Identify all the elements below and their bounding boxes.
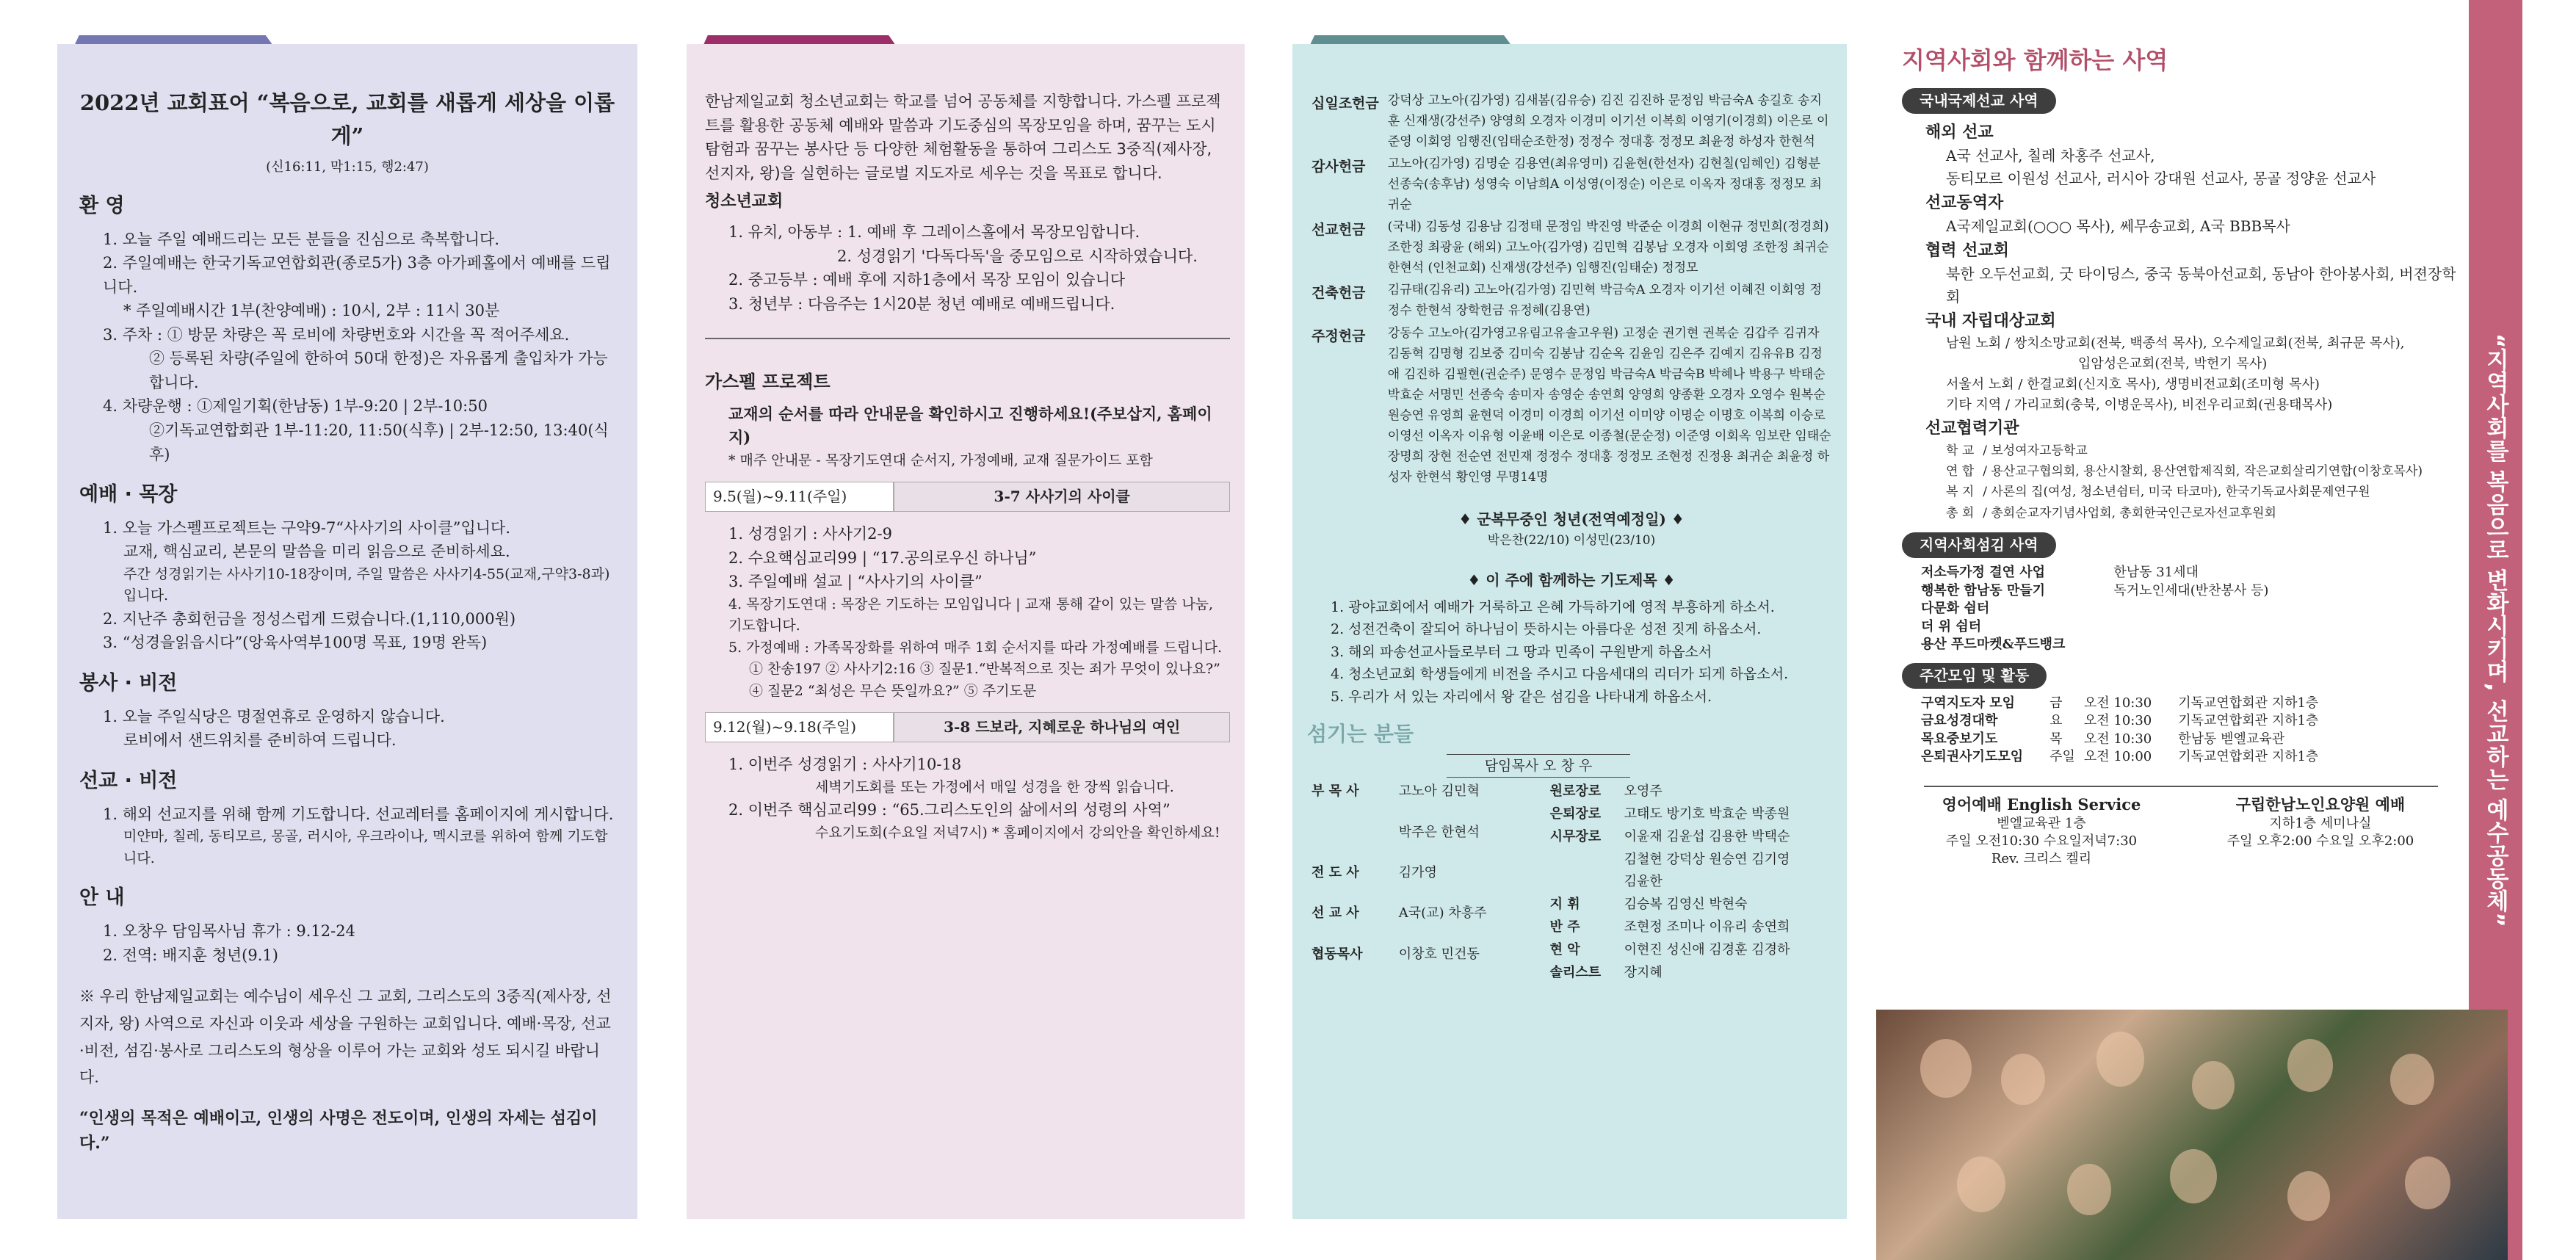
staff-role: 현 악: [1549, 941, 1580, 957]
meeting-day: 목: [2049, 731, 2063, 747]
domestic-item: 서울서 노회 / 한결교회(신지호 목사), 생명비전교회(조미형 목사): [1946, 376, 2320, 392]
notice-item: 2. 전역: 배지훈 청년(9.1): [103, 946, 278, 964]
staff-role: 시무장로: [1549, 828, 1602, 844]
table-row: [1307, 781, 1535, 821]
local-detail: [2109, 636, 2273, 654]
nursing-home-info: 주일 오후2:00 수요일 오후2:00: [2226, 833, 2414, 850]
inst-type: 복 지: [1946, 485, 1975, 500]
welcome-item: 1. 오늘 주일 예배드리는 모든 분들을 진심으로 축복합니다.: [103, 230, 500, 248]
inst-type: 총 회: [1946, 505, 1975, 521]
staff-names: 김승복 김영신 박현숙: [1624, 897, 1748, 913]
prayer-heading: ♦ 이 주에 함께하는 기도제목 ♦: [1467, 571, 1676, 590]
staff-role: 협동목사: [1311, 946, 1363, 962]
table-row: [1917, 712, 2323, 731]
welcome-item: 4. 차량운행 : ①제일기획(한남동) 1부-9:20 | 2부-10:50: [103, 397, 488, 416]
coop-heading: 협력 선교회: [1925, 240, 2009, 260]
local-ministry: 다문화 쉼터: [1921, 601, 1990, 616]
church-news-panel: [57, 44, 637, 1219]
mission-item: 미얀마, 칠레, 동티모르, 몽골, 러시아, 우크라이나, 멕시코를 위하여 함께 기도합니다.: [123, 828, 608, 866]
table-row: [1307, 944, 1535, 984]
pill-mission: 국내국제선교 사역: [1902, 88, 2056, 114]
table-row: [1917, 600, 2273, 618]
offering-type: 주정헌금: [1311, 327, 1366, 344]
nursing-home-info: 지하1층 세미나실: [2269, 815, 2372, 831]
offering-type: 십일조헌금: [1311, 95, 1379, 112]
worship-item: 교재, 핵심교리, 본문의 말씀을 미리 읽음으로 준비하세요.: [123, 543, 510, 561]
week1-date: 9.5(월)~9.11(주일): [705, 482, 894, 512]
staff-role: 원로장로: [1549, 783, 1602, 800]
inst-heading: 선교협력기관: [1925, 418, 2019, 438]
worship-item: 1. 오늘 가스펠프로젝트는 구약9-7“사사기의 사이클”입니다.: [103, 518, 510, 537]
local-detail: 한남동 31세대: [2113, 565, 2199, 580]
welcome-item: * 주일예배시간 1부(찬양예배) : 10시, 2부 : 11시 30분: [123, 302, 500, 320]
serve-item: 로비에서 샌드위치를 준비하여 드립니다.: [123, 731, 397, 750]
pill-local: 지역사회섬김 사역: [1902, 532, 2056, 558]
welcome-item: ②기독교연합회관 1부-11:20, 11:50(식후) | 2부-12:50, 13:40(식후): [149, 421, 609, 463]
gp-note: 교재의 순서를 따라 안내문을 확인하시고 진행하세요!(주보삽지, 홈페이지): [728, 404, 1212, 447]
table-row: [1307, 153, 1836, 216]
prayer-item: 5. 우리가 서 있는 자리에서 왕 같은 섬김을 나타내게 하옵소서.: [1331, 688, 1712, 705]
staff-right: [1546, 781, 1836, 984]
staff-role: 부 목 사: [1311, 783, 1359, 800]
youth-item: 1. 유치, 아동부 : 1. 예배 후 그레이스홀에서 목장모임합니다.: [728, 223, 1140, 242]
english-service-info: Rev. 크리스 켈리: [1991, 851, 2092, 867]
welcome-item: 3. 주차 : ① 방문 차량은 꼭 로비에 차량번호와 시간을 꼭 적어주세요.: [103, 325, 570, 344]
overseas-heading: 해외 선교: [1925, 122, 1994, 142]
gospel-project-heading: 가스펠 프로젝트: [705, 372, 831, 393]
week1-item: 2. 수요핵심교리99 | “17.공의로우신 하나님”: [728, 548, 1037, 567]
week1-item: 1. 성경읽기 : 사사기2-9: [728, 525, 892, 543]
english-service-heading: 영어예배 English Service: [1942, 794, 2141, 814]
quote: “인생의 목적은 예배이고, 인생의 사명은 전도이며, 인생의 자세는 섬김이다.”: [79, 1109, 598, 1154]
meeting-name: 은퇴권사기도모임: [1921, 749, 2024, 764]
meeting-name: 목요중보기도: [1921, 731, 1998, 747]
staff-role: 지 휘: [1549, 897, 1580, 913]
nursing-home-heading: 구립한남노인요양원 예배: [2235, 794, 2406, 814]
youth-item: 2. 중고등부 : 예배 후에 지하1층에서 목장 모임이 있습니다: [728, 271, 1126, 289]
youth-church-panel: [687, 44, 1245, 1219]
domestic-item: 입암성은교회(전북, 박헌기 목사): [2078, 355, 2268, 372]
overseas-item: A국 선교사, 칠레 차홍주 선교사,: [1946, 146, 2155, 164]
week2-bar: [705, 712, 1230, 742]
serve-heading: 봉사 · 비전: [79, 671, 178, 695]
english-service-info: 주일 오전10:30 수요일저녁7:30: [1945, 833, 2138, 850]
worship-item: 주간 성경읽기는 사사기10-18장이며, 주일 말씀은 사사기4-55(교재,구약3-8과)입니다.: [123, 566, 610, 604]
prayer-item: 4. 청소년교회 학생들에게 비전을 주시고 다음세대의 리더가 되게 하옵소서.: [1331, 666, 1789, 683]
week1-item: 3. 주일예배 설교 | “사사기의 사이클”: [728, 573, 983, 591]
week1-item: 5. 가정예배 : 가족목장화를 위하여 매주 1회 순서지를 따라 가정예배를 드립니다.: [728, 639, 1223, 656]
table-row: [1307, 90, 1836, 153]
staff-left: [1307, 781, 1535, 984]
meeting-time: 오전 10:30: [2083, 695, 2152, 711]
offering-names: 고노아(김가영) 김명순 김용연(최유영미) 김윤현(한선자) 김현칠(임혜인) 김형분 선종숙(송후남) 성영숙 이남희A 이성영(이정순) 이은로 이옥자 정대홍 정정모 최귀순: [1387, 156, 1822, 213]
table-row: [1546, 849, 1836, 872]
table-row: [1917, 564, 2273, 582]
mission-heading: 선교 · 비전: [79, 769, 178, 792]
table-row: [1546, 939, 1836, 962]
side-banner-text: “지역사회를 복음으로 변화시키며, 선교하는 예수공동체”: [2482, 333, 2508, 927]
offering-names: 김규태(김유리) 고노아(김가영) 김민혁 박금숙A 오경자 이기선 이혜진 이회영 정정수 한현석 장학헌금 유정혜(김용연): [1387, 283, 1822, 319]
table-row: [1307, 279, 1836, 322]
soldier-list: 박은찬(22/10) 이성민(23/10): [1487, 532, 1656, 548]
staff-role: 반 주: [1549, 919, 1580, 935]
meeting-time: 오전 10:30: [2083, 713, 2152, 728]
inst-table: [1942, 441, 2427, 524]
welcome-item: 2. 주일예배는 한국기독교연합회관(종로5가) 3층 아가페홀에서 예배를 드립니다.: [103, 254, 611, 296]
offering-type: 선교헌금: [1311, 222, 1366, 239]
staff-role: [1546, 849, 1620, 872]
meeting-place: 한남동 벧엘교육관: [2178, 731, 2285, 747]
table-row: [1942, 441, 2427, 461]
staff-role: [1307, 822, 1394, 862]
meeting-place: 기독교연합회관 지하1층: [2178, 695, 2319, 711]
domestic-item: 기타 지역 / 가리교회(충북, 이병운목사), 비전우리교회(권용태목사): [1946, 397, 2333, 413]
table-row: [1307, 862, 1535, 902]
week2-item: 세벽기도회를 또는 가정에서 매일 성경을 한 장씩 읽습니다.: [815, 778, 1174, 795]
partner-item: A국제일교회(○○○ 목사), 쎄무송교회, A국 BBB목사: [1946, 217, 2290, 235]
offering-names: 강덕상 고노아(김가영) 김새봄(김유승) 김진 김진하 문정임 박금숙A 송길호 송지훈 신재생(강선주) 양영희 오경자 이경미 이기선 이복희 이영기(이경희) 이은로 이준영 이회영 임행진(임태순조한정) 정정수 정대홍 정정모 최윤정 하성자 한현석: [1387, 93, 1829, 150]
table-row: [1917, 748, 2323, 767]
prayer-item: 1. 광야교회에서 예배가 거룩하고 은혜 가득하기에 영적 부흥하게 하소서.: [1331, 599, 1775, 616]
domestic-heading: 국내 자립대상교회: [1925, 311, 2056, 330]
staff-names: 이윤재 김윤섭 김용한 박택순: [1624, 828, 1790, 844]
meeting-day: 요: [2049, 713, 2063, 728]
partner-heading: 선교동역자: [1925, 192, 2004, 212]
prayer-item: 2. 성전건축이 잘되어 하나님이 뜻하시는 아름다운 성전 짓게 하옵소서.: [1331, 621, 1762, 638]
staff-names: 고노아 김민혁: [1398, 783, 1480, 800]
welcome-heading: 환 영: [79, 194, 125, 217]
table-row: [1546, 781, 1836, 803]
table-row: [1917, 636, 2273, 654]
staff-names: A국(교) 차흥주: [1398, 905, 1487, 922]
offering-names: 강동수 고노아(김가영고유림고유솔고우원) 고정순 권기현 권복순 김갑주 김귀자 김동혁 김명형 김보중 김미숙 김봉남 김순옥 김윤임 김은주 김예지 김유유B 김정애 김진하 김필현(권순주) 문영수 문정임 박금숙A 박금숙B 박혜나 박용구 박태순 박효순 서명민 선종숙 송미자 송영순 송연희 양영희 양종환 오경자 오영수 원복순 원승연 유영희 윤현덕 이경미 이경희 이기선 이미양 이명순 이명호 이복희 이승로 이영선 이옥자 이유형 이윤배 이은로 이종철(문순정) 이준영 이회옥 임보란 임태순 장명희 장현 전순연 전민재 정정수 정대홍 정정모 조현정 진정용 최귀순 최윤정 하성자 한현석 황인영 무명14명: [1387, 325, 1831, 485]
staff-names: 김윤한: [1624, 874, 1663, 890]
local-ministry: 더 위 쉼터: [1921, 618, 1982, 634]
week1-item: 4. 목장기도연대 : 목장은 기도하는 모임입니다 | 교재 통해 같이 있는 말씀 나눔, 기도합니다.: [728, 595, 1214, 634]
creed: ※ 우리 한남제일교회는 예수님이 세우신 그 교회, 그리스도의 3중직(제사장, 선지자, 왕) 사역으로 자신과 이웃과 세상을 구원하는 교회입니다. 예배·목장, 선교·비전, 섬김·봉사로 그리스도의 형상을 이루어 가는 교회와 성도 되시길 바랍니다.: [79, 988, 612, 1087]
notice-item: 1. 오창우 담임목사님 휴가 : 9.12-24: [103, 922, 355, 941]
meeting-day: 주일: [2049, 749, 2075, 764]
table-row: [1307, 902, 1535, 943]
prayer-item: 3. 해외 파송선교사들로부터 그 땅과 민족이 구원받게 하옵소서: [1331, 643, 1712, 660]
staff-names: 김가영: [1398, 865, 1437, 881]
inst-names: / 사론의 집(여성, 청소년쉼터, 미국 타코마), 한국기독교사회문제연구원: [1983, 485, 2370, 500]
staff-names: 오영주: [1624, 783, 1663, 800]
meeting-name: 금요성경대학: [1921, 713, 1998, 728]
week2-title: 3-8 드보라, 지혜로운 하나님의 여인: [894, 712, 1230, 742]
worship-item: 3. “성경을읽읍시다”(앙육사역부100명 목표, 19명 완독): [103, 634, 488, 652]
staff-names: 장지혜: [1624, 964, 1663, 980]
soldier-heading: ♦ 군복무중인 청년(전역예정일) ♦: [1458, 510, 1685, 528]
serve-item: 1. 오늘 주일식당은 명절연휴로 운영하지 않습니다.: [103, 707, 445, 725]
local-ministry: 용산 푸드마켓&푸드뱅크: [1921, 637, 2066, 652]
worship-item: 2. 지난주 총회헌금을 정성스럽게 드렸습니다.(1,110,000원): [103, 609, 516, 628]
welcome-item: ② 등록된 차량(주일에 한하여 50대 한정)은 자유롭게 출입차가 가능합니다.: [149, 350, 608, 391]
table-row: [1917, 695, 2323, 713]
week2-item: 2. 이번주 핵심교리99 : “65.그리스도인의 삶에서의 성령의 사역”: [728, 801, 1171, 819]
offering-type: 건축헌금: [1311, 285, 1366, 302]
local-ministry: 저소득가정 결연 사업: [1921, 565, 2046, 580]
inst-names: / 총회순교자기념사업회, 총회한국인근로자선교후원회: [1983, 505, 2276, 521]
table-row: [1546, 871, 1836, 894]
domestic-item: 남원 노회 / 쌍치소망교회(전북, 백종석 목사), 오수제일교회(전북, 최규문 목사),: [1946, 335, 2405, 351]
week1-title: 3-7 사사기의 사이클: [894, 482, 1230, 512]
table-row: [1546, 803, 1836, 826]
worship-heading: 예배 · 목장: [79, 483, 178, 507]
offering-type: 감사헌금: [1311, 159, 1366, 175]
youth-intro: 한남제일교회 청소년교회는 학교를 넘어 공동체를 지향합니다. 가스펠 프로젝트를 활용한 공동체 예배와 말씀과 기도중심의 목장모임을 하며, 꿈꾸는 도시탐험과 꿈꾸는 봉사단 등 다양한 체험활동을 통하여 그리스도 3중직(제사장, 선지자, 왕)을 실현하는 글로벌 지도자로 세우는 것을 목표로 합니다.: [705, 93, 1221, 182]
meeting-place: 기독교연합회관 지하1층: [2178, 749, 2319, 764]
table-row: [1546, 826, 1836, 849]
community-title: 지역사회와 함께하는 사역: [1902, 46, 2168, 74]
coop-item: 북한 오두선교회, 굿 타이딩스, 중국 동북아선교회, 동남아 한아봉사회, 버젼장학회: [1946, 264, 2456, 305]
notice-heading: 안 내: [79, 886, 125, 910]
table-row: [1942, 503, 2427, 524]
table-row: [1307, 822, 1535, 862]
mission-item: 1. 해외 선교지를 위해 함께 기도합니다. 선교레터를 홈페이지에 게시합니다.: [103, 805, 614, 823]
community-photo: [1876, 1010, 2508, 1260]
table-row: [1942, 482, 2427, 502]
meeting-time: 오전 10:00: [2083, 749, 2152, 764]
week1-item: ① 찬송197 ② 사사기2:16 ③ 질문1.“반복적으로 짓는 죄가 무엇이 있나요?”: [749, 661, 1220, 678]
motto-verse: (신16:11, 막1:15, 행2:47): [266, 159, 429, 175]
table-row: [1917, 731, 2323, 749]
table-row: [1546, 894, 1836, 916]
week2-date: 9.12(월)~9.18(주일): [705, 712, 894, 742]
staff-names: 이창호 민건동: [1398, 946, 1480, 962]
table-row: [1917, 582, 2273, 601]
meeting-time: 오전 10:30: [2083, 731, 2152, 747]
pill-weekly: 주간모임 및 활동: [1902, 663, 2047, 689]
staff-names: 조현정 조미나 이유리 송연희: [1624, 919, 1790, 935]
local-detail: [2109, 600, 2273, 618]
staff-role: 전 도 사: [1311, 865, 1359, 881]
staff-names: 이현진 성신애 김경훈 김경하: [1624, 941, 1790, 957]
table-row: [1546, 962, 1836, 985]
meeting-day: 금: [2049, 695, 2063, 711]
table-row: [1307, 216, 1836, 279]
table-row: [1307, 322, 1836, 488]
english-service-info: 벧엘교육관 1층: [1997, 815, 2086, 831]
offerings-panel: [1292, 44, 1847, 1219]
table-row: [1942, 461, 2427, 482]
local-ministry: 행복한 함남동 만들기: [1921, 582, 2046, 598]
local-detail: 독거노인세대(반찬봉사 등): [2113, 582, 2269, 598]
staff-names: 박주은 한현석: [1398, 824, 1480, 840]
week2-item: 1. 이번주 성경읽기 : 사사기10-18: [728, 756, 962, 774]
week1-item: ④ 질문2 “최성은 무슨 뜻일까요?” ⑤ 주기도문: [749, 682, 1037, 699]
table-row: [1917, 618, 2273, 637]
staff-names: 김철현 강덕상 원승연 김기영: [1624, 851, 1790, 867]
meeting-name: 구역지도자 모임: [1921, 695, 2015, 711]
week2-item: 수요기도회(수요일 저녁7시) * 홈페이지에서 강의안을 확인하세요!: [815, 824, 1220, 841]
youth-item: 3. 청년부 : 다음주는 1시20분 청년 예배로 예배드립니다.: [728, 294, 1115, 313]
staff-role: 솔리스트: [1549, 964, 1602, 980]
local-detail: [2109, 618, 2273, 637]
meeting-place: 기독교연합회관 지하1층: [2178, 713, 2319, 728]
youth-item: 2. 성경읽기 '다독다독'을 중모임으로 시작하였습니다.: [837, 247, 1198, 265]
motto: 2022년 교회표어 “복음으로, 교회를 새롭게 세상을 이롭게”: [79, 90, 615, 148]
staff-role: 선 교 사: [1311, 905, 1359, 922]
staff-role: 은퇴장로: [1549, 806, 1602, 822]
inst-type: 연 합: [1946, 463, 1975, 479]
gp-note: * 매주 안내문 - 목장기도연대 순서지, 가정예배, 교재 질문가이드 포함: [728, 452, 1153, 468]
local-table: [1917, 564, 2273, 654]
table-row: [1546, 916, 1836, 939]
staff-role: [1546, 871, 1620, 894]
inst-type: 학 교: [1946, 443, 1975, 458]
staff-heading: 섬기는 분들: [1307, 722, 1414, 747]
youth-heading: 청소년교회: [705, 192, 784, 211]
staff-names: 고태도 방기호 박효순 박종원: [1624, 806, 1790, 822]
senior-pastor: 담임목사 오 창 우: [1447, 754, 1630, 778]
offering-names: (국내) 김동성 김용남 김정태 문정임 박진영 박준순 이경희 이현규 정민희(정경희) 조한정 최광윤 (해외) 고노아(김가영) 김민혁 김봉남 오경자 이회영 조한정 최귀순 한현석 (인천교회) 신재생(강선주) 임행진(임태순) 정정모: [1387, 220, 1829, 276]
week1-bar: [705, 482, 1230, 512]
offerings-table: [1307, 90, 1836, 488]
weekly-table: [1917, 695, 2323, 767]
inst-names: / 보성여자고등학교: [1983, 443, 2088, 458]
inst-names: / 용산교구협의회, 용산시찰회, 용산연합제직회, 작은교회살리기연합(이창호목사): [1983, 463, 2423, 479]
overseas-item: 동티모르 이원성 선교사, 러시아 강대원 선교사, 몽골 정양윤 선교사: [1946, 169, 2376, 187]
